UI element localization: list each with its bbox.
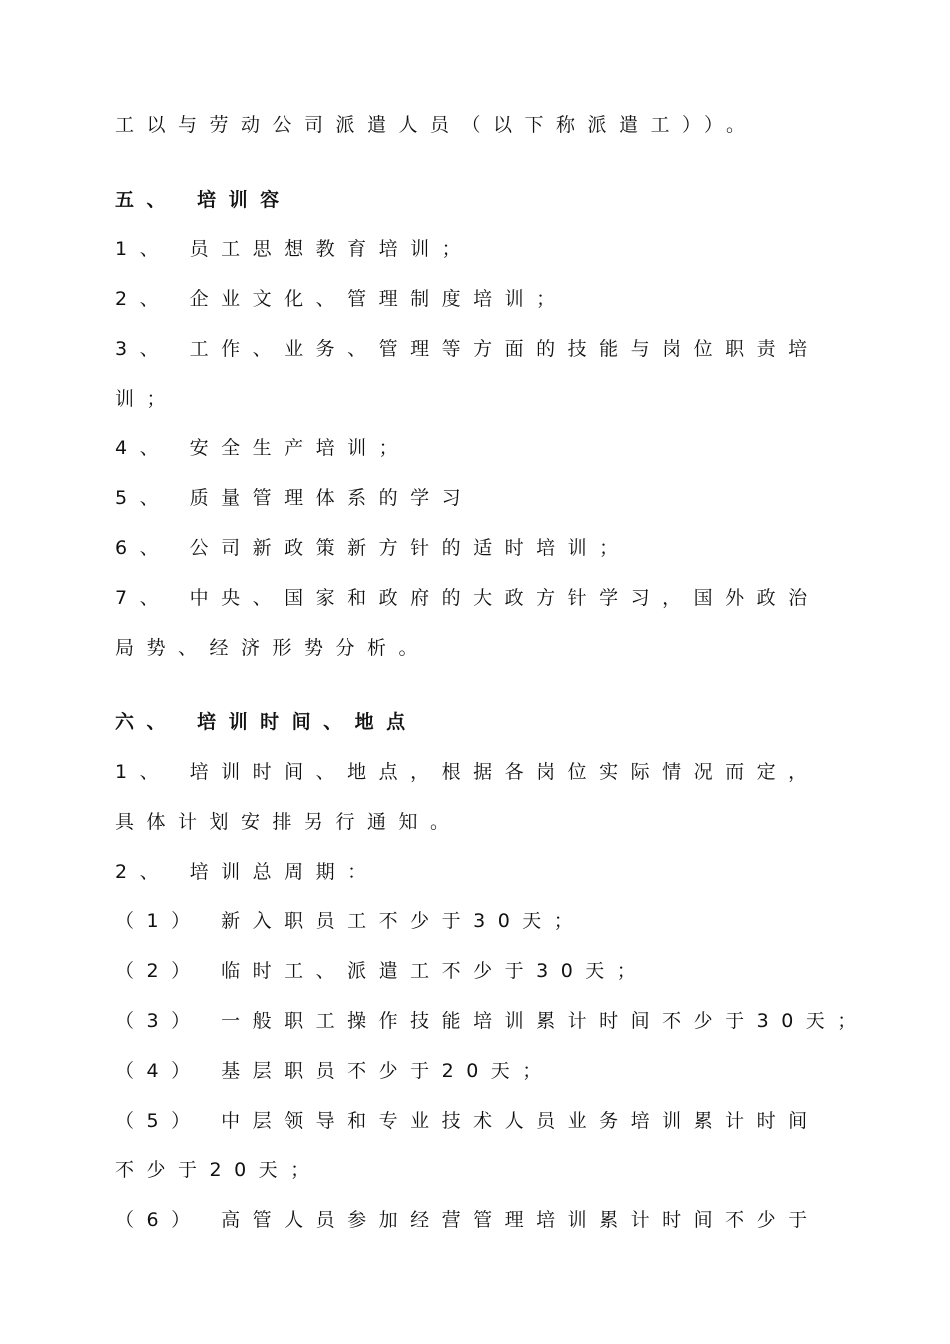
section-heading-training-time-place: 六、 培训时间、地点 [115, 711, 418, 733]
sub-item-3: （3） 一般职工操作技能培训累计时间不少于30天； [115, 1010, 869, 1032]
text-line-continuation: 工以与劳动公司派遣人员（以下称派遣工））。 [115, 114, 758, 136]
sub-item-6: （6） 高管人员参加经营管理培训累计时间不少于 [115, 1209, 820, 1231]
sub-item-4: （4） 基层职员不少于20天； [115, 1060, 554, 1082]
list-item-3: 3、 工作、业务、管理等方面的技能与岗位职责培 [115, 338, 820, 360]
sub-item-1: （1） 新入职员工不少于30天； [115, 910, 586, 932]
list-item-3-continuation: 训； [115, 388, 179, 410]
list-item-time-2: 2、 培训总周期： [115, 861, 379, 883]
sub-item-2: （2） 临时工、派遣工不少于30天； [115, 960, 649, 982]
list-item-7: 7、 中央、国家和政府的大政方针学习，国外政治 [115, 587, 820, 609]
list-item-2: 2、 企业文化、管理制度培训； [115, 288, 568, 310]
list-item-7-continuation: 局势、经济形势分析。 [115, 637, 431, 659]
sub-item-5-continuation: 不少于20天； [115, 1159, 322, 1181]
sub-item-5: （5） 中层领导和专业技术人员业务培训累计时间 [115, 1110, 820, 1132]
section-heading-training-content: 五、 培训容 [115, 189, 292, 211]
list-item-4: 4、 安全生产培训； [115, 437, 411, 459]
list-item-1: 1、 员工思想教育培训； [115, 238, 474, 260]
list-item-5: 5、 质量管理体系的学习 [115, 487, 474, 509]
list-item-time-1: 1、 培训时间、地点，根据各岗位实际情况而定， [115, 761, 820, 783]
list-item-6: 6、 公司新政策新方针的适时培训； [115, 537, 631, 559]
list-item-time-1-continuation: 具体计划安排另行通知。 [115, 811, 462, 833]
